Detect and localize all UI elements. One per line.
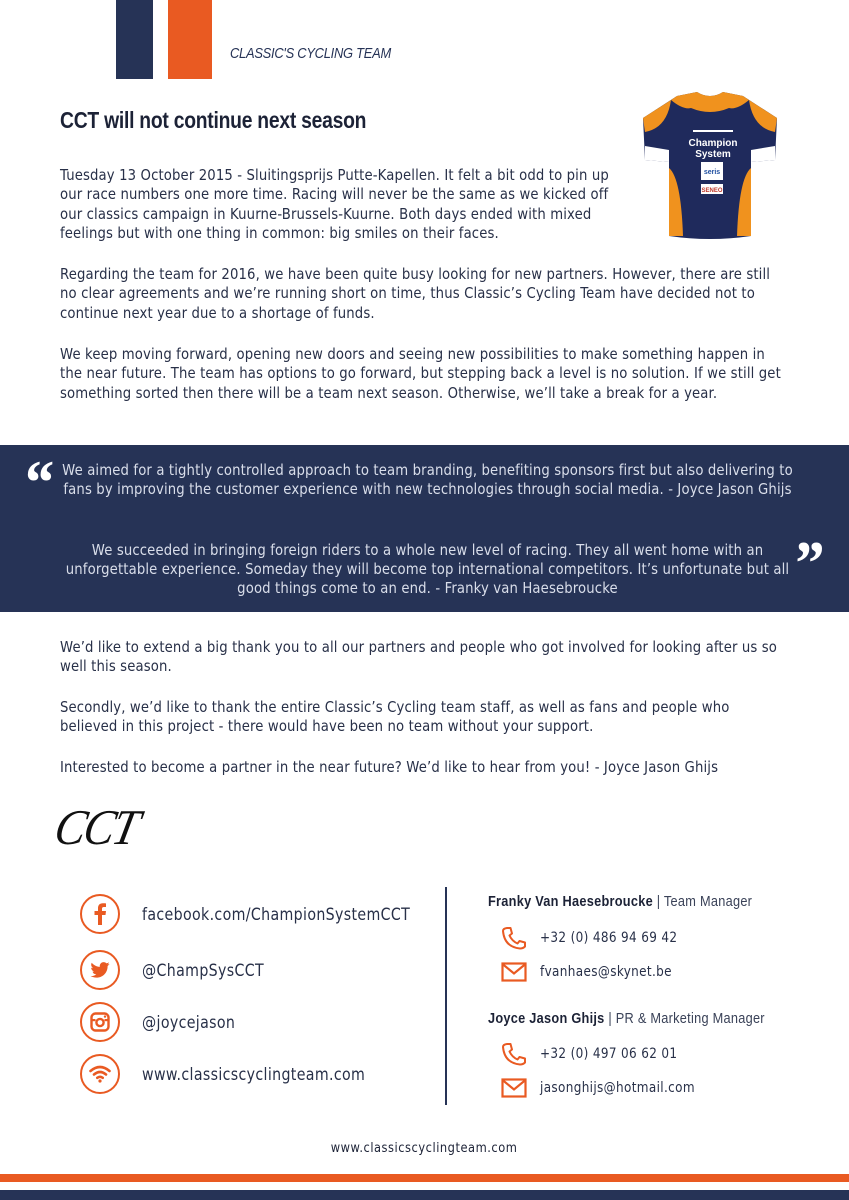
contact-divider <box>445 887 447 1105</box>
contact-joyce-email-address: jasonghijs@hotmail.com <box>540 1080 695 1096</box>
quote-joyce: We aimed for a tightly controlled approach to team branding, benefiting sponsors first but also delivering to fans by improving the customer experience with new technologies through social media. - Joyce Jason Ghijs <box>62 461 793 498</box>
contact-joyce-name: Joyce Jason Ghijs <box>488 1011 605 1027</box>
footer-website[interactable] <box>0 1141 849 1156</box>
article-title: CCT will not continue next season <box>60 107 367 133</box>
twitter-label: @ChampSysCCT <box>142 960 265 980</box>
contact-franky-email-address: fvanhaes@skynet.be <box>540 964 672 980</box>
paragraph-team-2016: Regarding the team for 2016, we have been quite busy looking for new partners. However, there are still no clear agreements and we’re running short on time, thus Classic’s Cycling Team have decided not to continue next year due to a shortage of funds. <box>60 265 771 322</box>
social-facebook[interactable] <box>80 894 460 934</box>
social-instagram[interactable] <box>80 1002 460 1042</box>
contact-franky-phone[interactable] <box>500 925 700 951</box>
footer-navy-bar <box>0 1190 849 1200</box>
contact-joyce-phone-number: +32 (0) 497 06 62 01 <box>540 1046 678 1062</box>
footer-orange-bar <box>0 1174 849 1182</box>
facebook-icon <box>80 894 120 934</box>
contact-franky-phone-number: +32 (0) 486 94 69 42 <box>540 930 678 946</box>
contact-joyce-role: PR & Marketing Manager <box>615 1011 765 1027</box>
footer-website-label: www.classicscyclingteam.com <box>331 1141 518 1156</box>
mail-icon <box>500 1075 528 1101</box>
contact-franky-separator: | <box>652 894 664 910</box>
social-twitter[interactable] <box>80 950 460 990</box>
contact-franky-name: Franky Van Haesebroucke <box>488 894 653 910</box>
phone-icon <box>500 925 528 951</box>
quote-franky: We succeeded in bringing foreign riders to a whole new level of racing. They all went home with an unforgettable experience. Someday they will become top international competitors. It’s unfortunate but all good things come to an end. - Franky van Haesebroucke <box>65 541 790 597</box>
instagram-label: @joycejason <box>142 1012 236 1032</box>
twitter-icon <box>80 950 120 990</box>
team-jersey-image <box>637 88 783 240</box>
jersey-badge1: seris <box>703 169 721 176</box>
website-label: www.classicscyclingteam.com <box>142 1064 366 1084</box>
contact-franky-role: Team Manager <box>663 894 753 910</box>
paragraph-moving-forward: We keep moving forward, opening new doors and seeing new possibilities to make something happen in the near future. The team has options to go forward, but stepping back a level is no solution. If we still get something sorted then there will be a team next season. Otherwise, we’ll take a break for a year. <box>60 345 781 402</box>
paragraph-partner-invite: Interested to become a partner in the near future? We’d like to hear from you! - Joyce Jason Ghijs <box>60 758 719 776</box>
contact-joyce-separator: | <box>604 1011 616 1027</box>
open-quote-mark: “ <box>22 449 53 517</box>
header-orange-bar <box>168 0 212 79</box>
jersey-brand-line2: System <box>695 149 731 160</box>
paragraph-intro: Tuesday 13 October 2015 - Sluitingsprijs Putte-Kapellen. It felt a bit odd to pin up our race numbers one more time. Racing will never be the same as we kicked off our classics campaign in Kuurne-Brussels-Kuurne. Both days ended with mixed feelings but with one thing in common: big smiles on their faces. <box>60 166 609 243</box>
wifi-icon <box>80 1054 120 1094</box>
team-name: CLASSIC'S CYCLING TEAM <box>230 45 391 62</box>
signature: CCT <box>49 799 144 855</box>
contact-joyce-phone[interactable] <box>500 1041 700 1067</box>
close-quote-mark: ” <box>792 530 823 598</box>
facebook-label: facebook.com/ChampionSystemCCT <box>142 904 411 924</box>
jersey-brand-line1: Champion <box>688 138 738 149</box>
jersey-badge2: SENEO <box>701 188 723 194</box>
header-navy-bar <box>116 0 153 79</box>
paragraph-thanks-partners: We’d like to extend a big thank you to all our partners and people who got involved for looking after us so well this season. <box>60 638 778 676</box>
contact-franky-heading <box>488 894 752 910</box>
social-website[interactable] <box>80 1054 460 1094</box>
mail-icon <box>500 959 528 985</box>
phone-icon <box>500 1041 528 1067</box>
instagram-icon <box>80 1002 120 1042</box>
paragraph-thanks-staff: Secondly, we’d like to thank the entire Classic’s Cycling team staff, as well as fans and people who believed in this project - there would have been no team without your support. <box>60 698 730 736</box>
contact-joyce-email[interactable] <box>500 1075 720 1101</box>
contact-franky-email[interactable] <box>500 959 693 985</box>
contact-joyce-heading <box>488 1011 765 1027</box>
